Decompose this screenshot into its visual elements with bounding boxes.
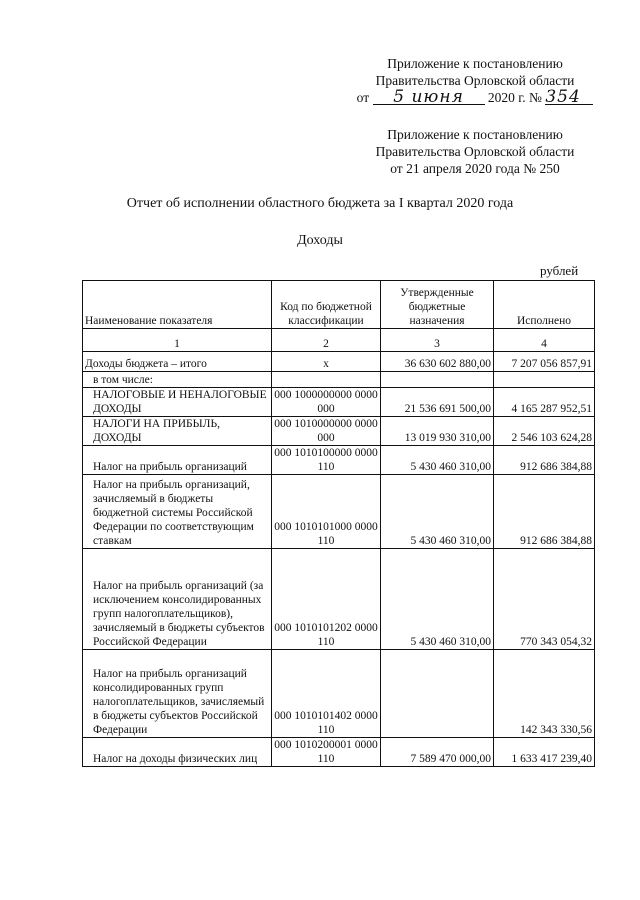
row-code: x bbox=[272, 352, 381, 372]
header-executed: Исполнено bbox=[494, 281, 595, 329]
units-label: рублей bbox=[540, 263, 579, 278]
column-number: 1 bbox=[83, 329, 272, 352]
handwritten-date: 5 июня bbox=[373, 90, 485, 105]
row-name: Налог на прибыль организаций консолидированных групп налогоплательщиков, зачисляемый в бюджеты субъектов Российской Федерации bbox=[83, 650, 272, 738]
row-code: 000 1010101202 0000 110 bbox=[272, 549, 381, 650]
row-executed bbox=[494, 372, 595, 388]
appendix-current-date-line bbox=[330, 89, 620, 106]
column-number: 4 bbox=[494, 329, 595, 352]
row-code bbox=[272, 372, 381, 388]
report-subtitle: Доходы bbox=[297, 233, 343, 248]
row-name: НАЛОГОВЫЕ И НЕНАЛОГОВЫЕ ДОХОДЫ bbox=[83, 388, 272, 417]
row-approved: 5 430 460 310,00 bbox=[381, 446, 494, 475]
table-row bbox=[83, 417, 595, 446]
row-code: 000 1010101000 0000 110 bbox=[272, 475, 381, 549]
appendix-original-line1: Приложение к постановлению bbox=[387, 127, 563, 142]
column-number-row bbox=[83, 329, 595, 352]
row-approved: 36 630 602 880,00 bbox=[381, 352, 494, 372]
table-row bbox=[83, 372, 595, 388]
appendix-current-block bbox=[330, 55, 620, 106]
table-row bbox=[83, 475, 595, 549]
appendix-current-line2: Правительства Орловской области bbox=[375, 73, 575, 88]
row-executed: 142 343 330,56 bbox=[494, 650, 595, 738]
row-name: Налог на прибыль организаций (за исключением консолидированных групп налогоплательщиков), зачисляемый в бюджеты субъектов Российской Федерации bbox=[83, 549, 272, 650]
column-number: 3 bbox=[381, 329, 494, 352]
row-executed: 770 343 054,32 bbox=[494, 549, 595, 650]
row-code: 000 1010100000 0000 110 bbox=[272, 446, 381, 475]
row-code: 000 1000000000 0000 000 bbox=[272, 388, 381, 417]
row-approved: 13 019 930 310,00 bbox=[381, 417, 494, 446]
row-code: 000 1010200001 0000 110 bbox=[272, 738, 381, 767]
row-approved: 5 430 460 310,00 bbox=[381, 475, 494, 549]
appendix-current-line1: Приложение к постановлению bbox=[387, 56, 563, 71]
header-name: Наименование показателя bbox=[83, 281, 272, 329]
row-name: Налог на прибыль организаций bbox=[83, 446, 272, 475]
table-row bbox=[83, 352, 595, 372]
date-suffix: 2020 г. № bbox=[487, 90, 542, 105]
header-code: Код по бюджетной классификации bbox=[272, 281, 381, 329]
row-approved bbox=[381, 650, 494, 738]
table-row bbox=[83, 738, 595, 767]
row-executed: 912 686 384,88 bbox=[494, 446, 595, 475]
appendix-original-block bbox=[330, 126, 620, 177]
header-approved: Утвержденные бюджетные назначения bbox=[381, 281, 494, 329]
row-name: Налог на прибыль организаций, зачисляемый в бюджеты бюджетной системы Российской Федерации по соответствующим ставкам bbox=[83, 475, 272, 549]
table-header-row bbox=[83, 281, 595, 329]
row-name: Налог на доходы физических лиц bbox=[83, 738, 272, 767]
appendix-original-line2: Правительства Орловской области bbox=[375, 144, 575, 159]
row-approved: 7 589 470 000,00 bbox=[381, 738, 494, 767]
report-title: Отчет об исполнении областного бюджета за I квартал 2020 года bbox=[126, 196, 514, 211]
row-executed: 2 546 103 624,28 bbox=[494, 417, 595, 446]
table-row bbox=[83, 650, 595, 738]
row-executed: 4 165 287 952,51 bbox=[494, 388, 595, 417]
row-approved bbox=[381, 372, 494, 388]
table-row bbox=[83, 446, 595, 475]
row-approved: 5 430 460 310,00 bbox=[381, 549, 494, 650]
row-approved: 21 536 691 500,00 bbox=[381, 388, 494, 417]
column-number: 2 bbox=[272, 329, 381, 352]
table-row bbox=[83, 549, 595, 650]
row-code: 000 1010101402 0000 110 bbox=[272, 650, 381, 738]
appendix-original-line3: от 21 апреля 2020 года № 250 bbox=[390, 161, 560, 176]
budget-table bbox=[82, 280, 595, 767]
row-executed: 1 633 417 239,40 bbox=[494, 738, 595, 767]
row-code: 000 1010000000 0000 000 bbox=[272, 417, 381, 446]
handwritten-number: 354 bbox=[545, 90, 593, 105]
table-row bbox=[83, 388, 595, 417]
date-prefix: от bbox=[356, 90, 370, 105]
row-name: в том числе: bbox=[83, 372, 272, 388]
row-executed: 7 207 056 857,91 bbox=[494, 352, 595, 372]
row-executed: 912 686 384,88 bbox=[494, 475, 595, 549]
row-name: НАЛОГИ НА ПРИБЫЛЬ, ДОХОДЫ bbox=[83, 417, 272, 446]
row-name: Доходы бюджета – итого bbox=[83, 352, 272, 372]
